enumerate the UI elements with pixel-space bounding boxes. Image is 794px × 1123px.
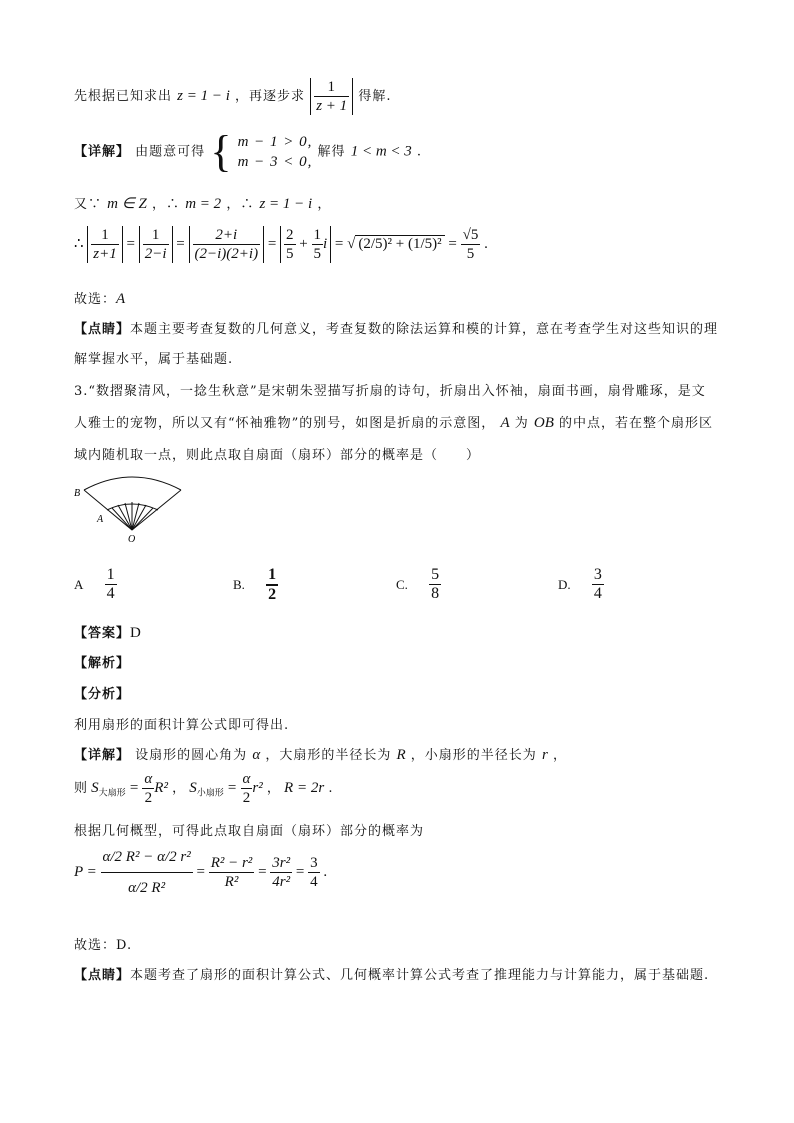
therefore-sign: ∴ [74,235,84,252]
p-num-2: R² − r² [210,855,253,871]
option-a-label: A [74,576,84,592]
alpha-num-1: α [144,771,153,787]
p-num-4: 3 [310,855,318,871]
sub-small-fan: 小扇形 [196,788,224,799]
label-o: O [128,534,136,545]
small-r-sq: r² [252,780,263,796]
line-comment-1a [74,318,718,337]
q3-line-1 [74,380,706,399]
option-c-label: C. [396,576,408,592]
ineq-row-1: m − 1 > 0, [237,134,313,150]
detail-post: 解得 [317,144,346,160]
answer-value: D [130,625,142,641]
detail-end: . [416,144,423,160]
inequality-system [238,132,313,172]
option-c-den: 8 [431,585,440,602]
z-equation: z = 1 − i [177,88,230,104]
choose-answer: A [116,291,126,307]
hint-pre: 先根据已知求出 [74,89,173,104]
final-comment-text: 本题考查了扇形的面积计算公式、几何概率计算公式考查了推理能力与计算能力，属于基础题. [130,968,710,983]
q3-text-2a: 人雅士的宠物，所以又有“怀袖雅物”的别号，如图是折扇的示意图， [74,416,496,431]
method-line [74,714,289,733]
f5-den: 5 [313,246,321,262]
z-equals: z = 1 − i [259,196,313,212]
eq-4: = [334,235,344,252]
p-den-3: 4r² [272,874,291,890]
option-c[interactable] [396,566,441,603]
line-modulus-computation [74,226,488,263]
end-4: . [484,235,488,252]
final-comment-line [74,964,709,983]
probability-intro: 根据几何概型，可得此点取自扇面（扇环）部分的概率为 [74,824,425,839]
eq-3: = [267,235,277,252]
eq-2: = [176,235,185,252]
line-m-value [74,193,331,213]
f4-den: 5 [286,246,294,262]
end-9: . [328,781,333,796]
alpha-num-2: α [242,771,251,787]
line-choose-a [74,288,125,308]
detail-result: 1 < m < 3 [350,143,412,160]
q3-text-2b: 为 [514,416,529,431]
label-b: B [74,488,81,499]
fan-figure [70,470,200,550]
option-d-num: 3 [593,566,602,583]
ineq-row-2: m − 3 < 0, [237,154,313,170]
q3-line-3 [74,444,480,463]
hint-mid: ，再逐步求 [235,89,306,104]
comment-text-2: 解掌握水平，属于基础题. [74,352,234,367]
label-a: A [97,514,104,525]
end-3: ， [317,197,332,212]
hint-post: 得解. [358,89,392,104]
alpha-symbol: α [252,747,261,763]
option-b-den: 2 [268,586,277,603]
f2-num: 1 [143,226,169,245]
detail-line-2 [74,744,567,764]
eq-5: = [448,235,457,252]
sqrt-expression: √ (2/5)² + (1/5)² [347,235,445,252]
p-end: . [323,863,328,880]
big-r-sq: R² [154,780,168,796]
f4-num: 2 [286,227,294,243]
line-comment-1b [74,348,233,367]
sep-a: ， [172,781,186,796]
p-num-1: α/2 R² − α/2 r² [101,848,193,873]
area-formula-line [74,770,332,807]
imag-unit: i [323,235,328,252]
plus-sign: + [299,235,308,252]
s-symbol-2: S [189,780,197,796]
analysis-tag: 【解析】 [74,656,131,671]
q3-segment-ob: OB [533,415,554,431]
line-detail-1 [74,127,423,176]
f3-num: 2+i [193,226,261,245]
p-den-1: α/2 R² [128,880,166,896]
f3-den: (2−i)(2+i) [194,246,259,262]
q3-point-a: A [500,415,510,431]
p-den-2: R² [224,874,239,890]
probability-intro-line [74,820,424,839]
q3-text-2c: 的中点，若在整个扇形区 [559,416,714,431]
option-b-label: B. [233,577,245,592]
fan-left-edge [84,490,132,530]
option-c-num: 5 [431,566,440,583]
detail2-tag: 【详解】 [74,748,131,763]
option-a-num: 1 [106,566,115,583]
p-eq-3: = [295,863,305,880]
option-b[interactable] [233,566,278,604]
q3-line-2 [74,412,713,432]
comment-tag: 【点睛】 [74,322,131,337]
frac-den: z + 1 [316,98,348,114]
m-in-z: m ∈ Z [107,196,147,212]
alpha-den-1: 2 [144,790,153,806]
f1-den: z+1 [93,246,117,262]
eq-a: = [129,780,139,796]
fan-right-edge [132,490,181,530]
option-d-den: 4 [593,585,602,602]
sqrt-body: (2/5)² + (1/5)² [355,235,444,252]
frac-num: 1 [314,78,349,97]
detail-tag: 【详解】 [74,144,131,160]
choose-d-line [74,934,132,953]
comment-text-1: 本题主要考查复数的几何意义，考查复数的除法运算和模的计算，意在考查学生对这些知识的理 [130,322,719,337]
p-eq-1: = [196,863,205,880]
option-d-label: D. [558,576,571,592]
big-r-symbol: R [396,747,406,763]
detail2-a: 设扇形的圆心角为 [135,748,248,763]
abs-fraction [310,78,353,115]
fan-outer-arc [84,477,181,490]
small-r-symbol: r [541,747,548,763]
detail2-d: ， [552,748,567,763]
text-because: 又∵ [74,197,103,212]
f6-den: 5 [466,246,475,262]
p-den-4: 4 [310,874,318,890]
answer-tag: 【答案】 [74,626,131,641]
analysis-line [74,652,130,671]
fenxi-line [74,683,130,702]
p-symbol: P = [74,863,97,880]
eq-b: = [227,780,237,796]
brace-glyph: { [210,127,233,176]
detail2-c: ，小扇形的半径长为 [410,748,537,763]
option-a-den: 4 [106,585,115,602]
line-solution-hint [74,78,391,115]
q3-text-1: 3.“数摺聚清风，一捻生秋意”是宋朝朱翌描写折扇的诗句，折扇出入怀袖，扇面书画，扇骨雕琢，是文 [74,384,706,399]
sep-1: ，∴ [152,197,181,212]
p-num-3: 3r² [272,855,291,871]
s-symbol-1: S [91,780,99,796]
sep-2: ，∴ [226,197,255,212]
m-equals: m = 2 [185,196,222,212]
detail2-b: ，大扇形的半径长为 [265,748,392,763]
alpha-den-2: 2 [242,790,251,806]
f1-num: 1 [91,226,118,245]
p-eq-2: = [258,863,267,880]
choose-label: 故选： [74,292,117,307]
eq-1: = [126,235,135,252]
final-comment-tag: 【点睛】 [74,968,131,983]
sep-b: ， [266,781,280,796]
option-b-num: 1 [268,566,277,583]
f5-num: 1 [313,227,321,243]
sub-big-fan: 大扇形 [98,788,126,799]
detail-pre: 由题意可得 [135,144,206,160]
method-text: 利用扇形的面积计算公式即可得出. [74,718,290,733]
f6-num: √5 [462,227,479,243]
option-d[interactable] [558,566,604,603]
answer-line [74,622,142,642]
q3-text-3: 域内随机取一点，则此点取自扇面（扇环）部分的概率是（ ） [74,448,481,463]
fenxi-tag: 【分析】 [74,687,131,702]
option-a[interactable] [74,566,117,603]
then-word: 则 [74,781,88,796]
choose-d-text: 故选：D. [74,938,133,953]
r-relation: R = 2r [284,780,325,796]
probability-formula-line [74,848,327,897]
f2-den: 2−i [144,246,167,262]
